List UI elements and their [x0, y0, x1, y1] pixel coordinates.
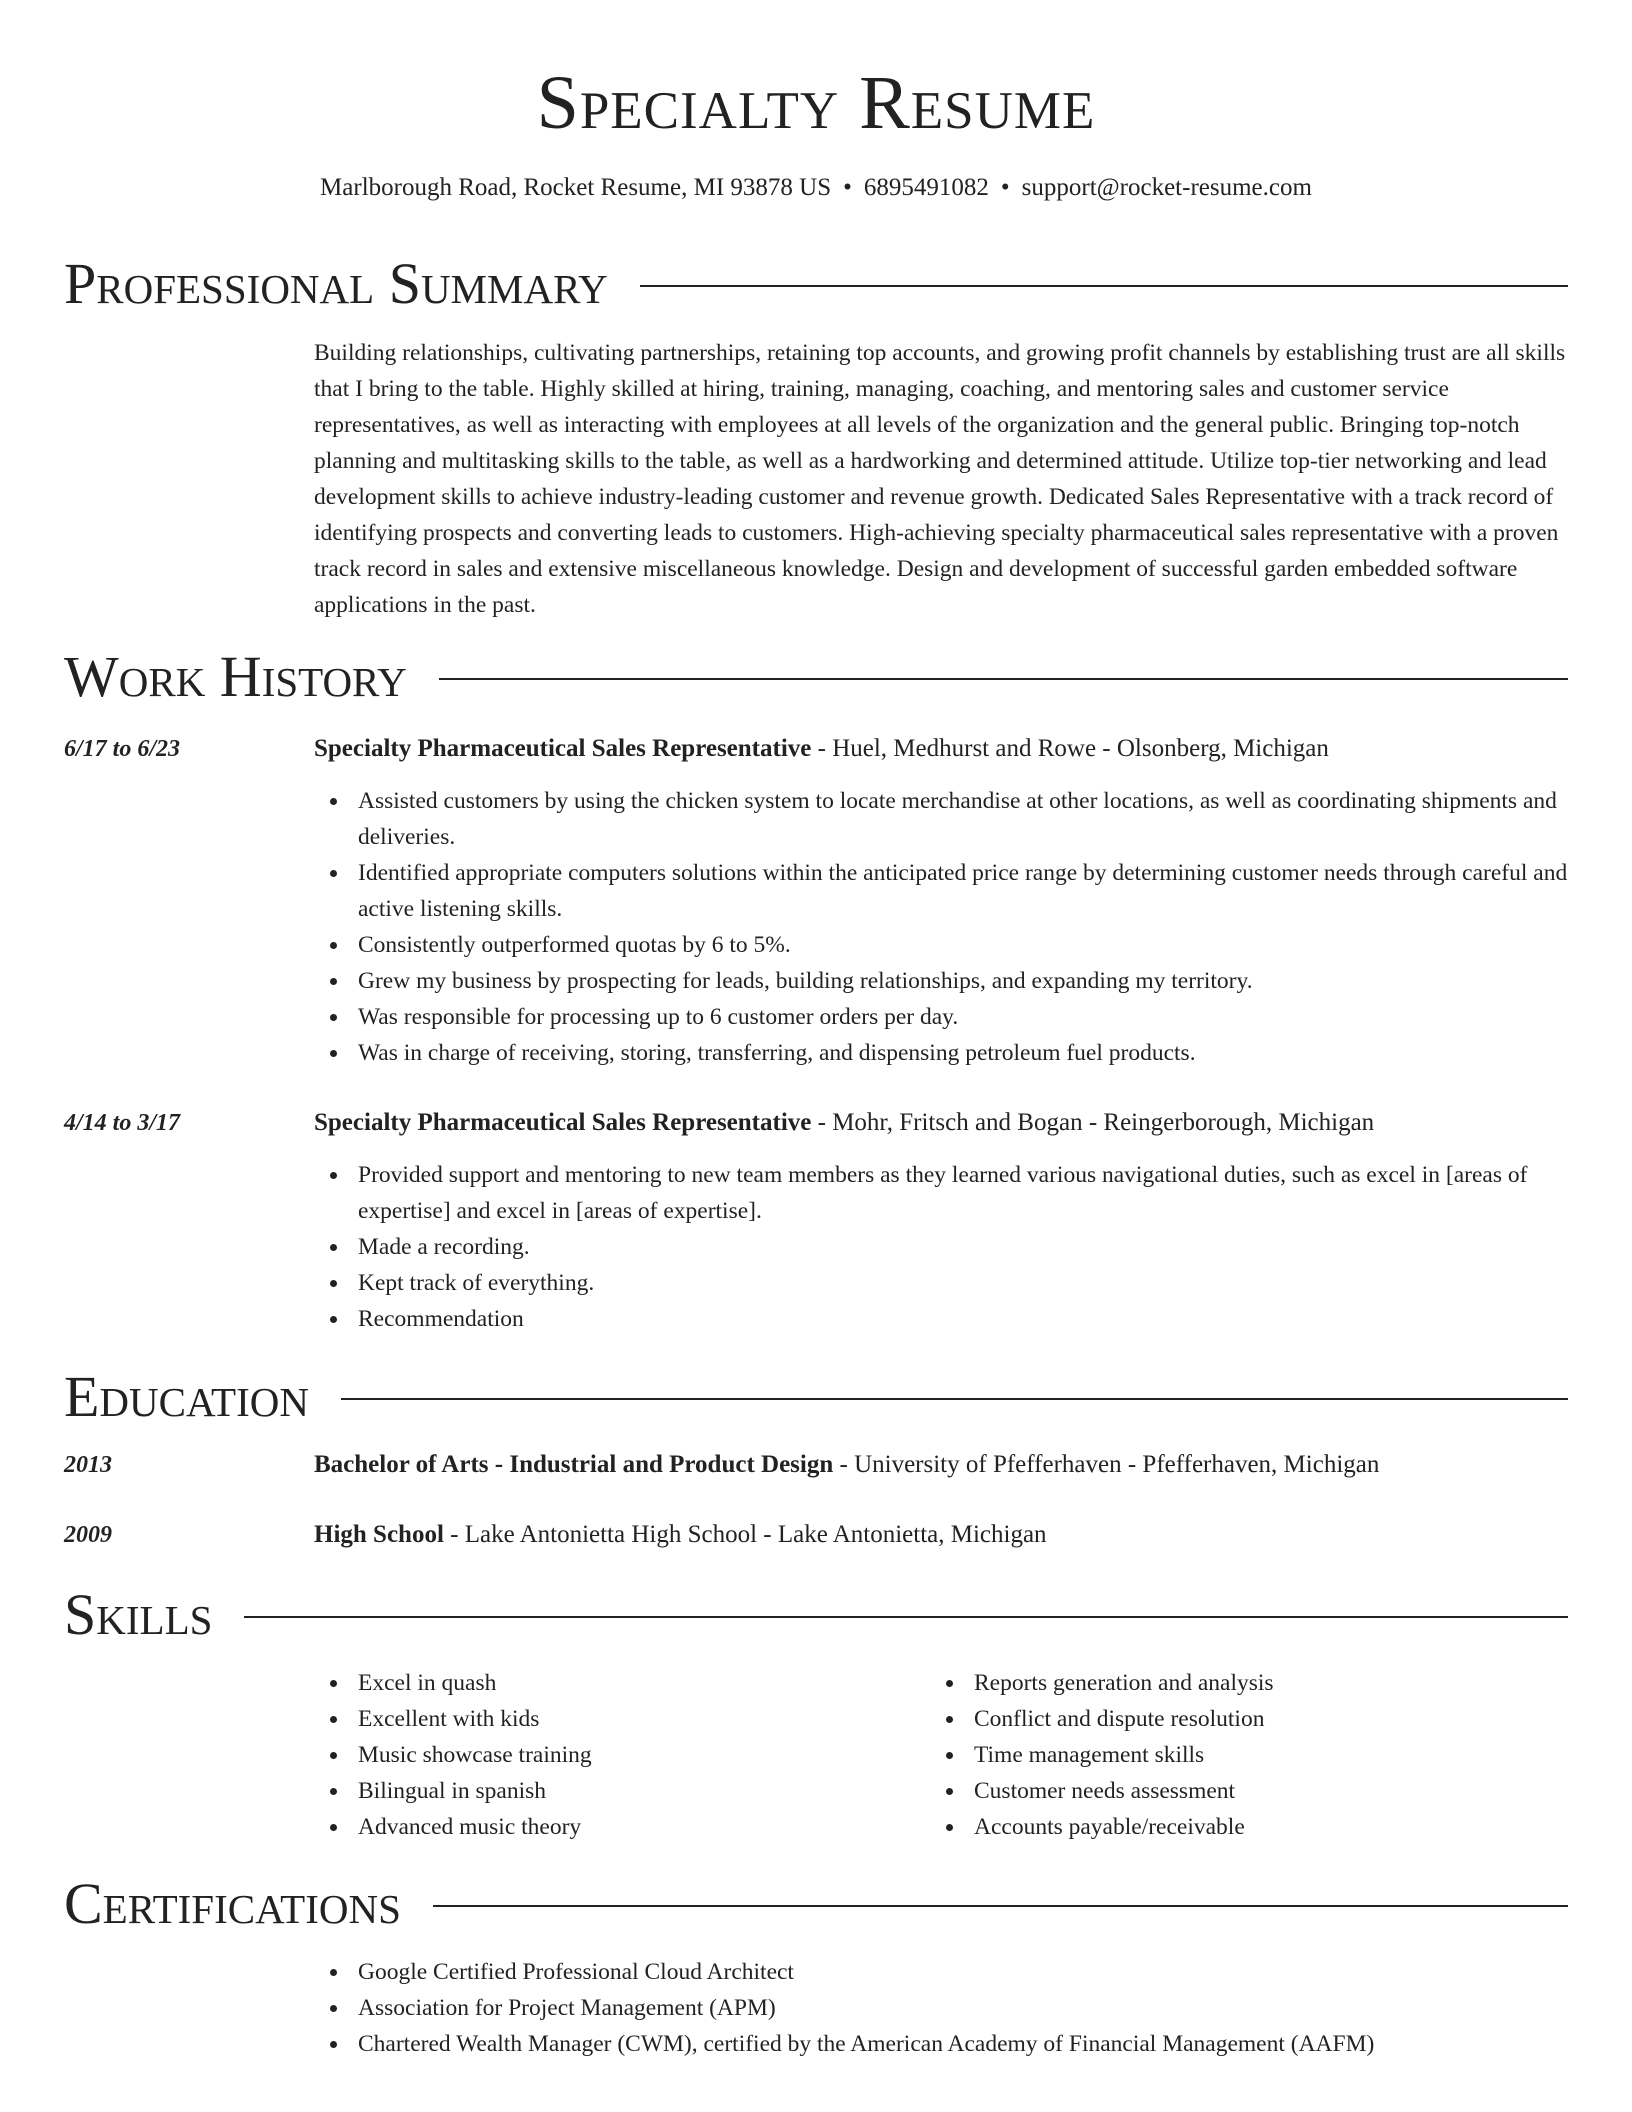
- education-entry: [314, 1447, 1568, 1483]
- skill-item: Accounts payable/receivable: [974, 1809, 1560, 1845]
- summary-body: [314, 335, 1568, 623]
- job-title-line: [314, 731, 1568, 767]
- job-bullets: [314, 1157, 1568, 1337]
- skill-item: Conflict and dispute resolution: [974, 1701, 1560, 1737]
- summary-text: Building relationships, cultivating partnerships, retaining top accounts, and growing profit channels by establishing trust are all skills that I bring to the table. Highly skilled at hiring, training, managing, coaching, and mentoring sales and customer service representatives, as well as interacting with employees at all levels of the organization and the general public. Bringing top-notch planning and multitasking skills to the table, as well as a hardworking and determined attitude. Utilize top-tier networking and lead development skills to achieve industry-leading customer and revenue growth. Dedicated Sales Representative with a track record of identifying prospects and converting leads to customers. High-achieving specialty pharmaceutical sales representative with a proven track record in sales and extensive miscellaneous knowledge. Design and development of successful garden embedded software applications in the past.: [314, 340, 1566, 618]
- skills-left-column: [314, 1665, 914, 1845]
- education-entry: [314, 1517, 1568, 1553]
- certifications-heading: Certifications: [64, 1871, 401, 1936]
- contact-email: support@rocket-resume.com: [1021, 174, 1312, 201]
- section-divider: [433, 1905, 1568, 1907]
- skill-item: Bilingual in spanish: [358, 1773, 914, 1809]
- list-item: Identified appropriate computers solutions within the anticipated price range by determining customer needs through careful and active listening skills.: [358, 855, 1568, 927]
- contact-separator: •: [1000, 174, 1010, 201]
- list-item: Assisted customers by using the chicken system to locate merchandise at other locations, as well as coordinating shipments and deliveries.: [358, 783, 1568, 855]
- job-dates: 6/17 to 6/23: [64, 736, 181, 762]
- section-divider: [341, 1398, 1568, 1400]
- education-details: - Lake Antonietta High School - Lake Antonietta, Michigan: [443, 1521, 1047, 1548]
- certifications-list: [314, 1954, 1568, 2062]
- summary-section-header: [64, 252, 1568, 316]
- list-item: Consistently outperformed quotas by 6 to 5%.: [358, 927, 1568, 963]
- certification-item: Association for Project Management (APM): [358, 1990, 1568, 2026]
- work-section-header: [64, 645, 1568, 709]
- job-title: Specialty Pharmaceutical Sales Representative: [314, 735, 812, 762]
- list-item: Provided support and mentoring to new team members as they learned various navigational duties, such as excel in [areas of expertise] and excel in [areas of expertise].: [358, 1157, 1568, 1229]
- job-bullets: [314, 783, 1568, 1071]
- certifications-section-header: [64, 1872, 1568, 1936]
- section-divider: [640, 285, 1568, 287]
- skill-item: Reports generation and analysis: [974, 1665, 1560, 1701]
- job-details: - Mohr, Fritsch and Bogan - Reingerborough, Michigan: [811, 1109, 1375, 1136]
- contact-line: [0, 172, 1632, 204]
- skills-section-header: [64, 1583, 1568, 1647]
- skills-heading: Skills: [64, 1582, 213, 1647]
- skill-item: Excellent with kids: [358, 1701, 914, 1737]
- skill-item: Excel in quash: [358, 1665, 914, 1701]
- contact-phone: 6895491082: [863, 174, 989, 201]
- list-item: Made a recording.: [358, 1229, 1568, 1265]
- job-details: - Huel, Medhurst and Rowe - Olsonberg, Michigan: [811, 735, 1329, 762]
- contact-separator: •: [843, 174, 852, 201]
- skill-item: Time management skills: [974, 1737, 1560, 1773]
- job-title-line: [314, 1105, 1568, 1141]
- list-item: Was in charge of receiving, storing, transferring, and dispensing petroleum fuel products.: [358, 1035, 1568, 1071]
- education-degree: Bachelor of Arts - Industrial and Product Design: [314, 1451, 834, 1478]
- job-dates: 4/14 to 3/17: [64, 1110, 181, 1136]
- certification-item: Chartered Wealth Manager (CWM), certified by the American Academy of Financial Management (AAFM): [358, 2026, 1568, 2062]
- contact-address: Marlborough Road, Rocket Resume, MI 93878 US: [320, 174, 832, 201]
- list-item: Recommendation: [358, 1301, 1568, 1337]
- education-section-header: [64, 1365, 1568, 1429]
- education-details: - University of Pfefferhaven - Pfefferhaven, Michigan: [833, 1451, 1380, 1478]
- skill-item: Music showcase training: [358, 1737, 914, 1773]
- skill-item: Advanced music theory: [358, 1809, 914, 1845]
- education-degree: High School: [314, 1521, 444, 1548]
- education-heading: Education: [64, 1364, 309, 1429]
- education-year: 2013: [64, 1452, 112, 1478]
- list-item: Grew my business by prospecting for leads, building relationships, and expanding my territory.: [358, 963, 1568, 999]
- summary-heading: Professional Summary: [64, 251, 608, 316]
- section-divider: [244, 1616, 1568, 1618]
- work-heading: Work History: [64, 644, 407, 709]
- list-item: Kept track of everything.: [358, 1265, 1568, 1301]
- job-title: Specialty Pharmaceutical Sales Representative: [314, 1109, 812, 1136]
- section-divider: [439, 678, 1568, 680]
- skills-right-column: [930, 1665, 1560, 1845]
- education-year: 2009: [64, 1522, 112, 1548]
- list-item: Was responsible for processing up to 6 customer orders per day.: [358, 999, 1568, 1035]
- resume-name: Specialty Resume: [536, 61, 1096, 145]
- skill-item: Customer needs assessment: [974, 1773, 1560, 1809]
- certification-item: Google Certified Professional Cloud Architect: [358, 1954, 1568, 1990]
